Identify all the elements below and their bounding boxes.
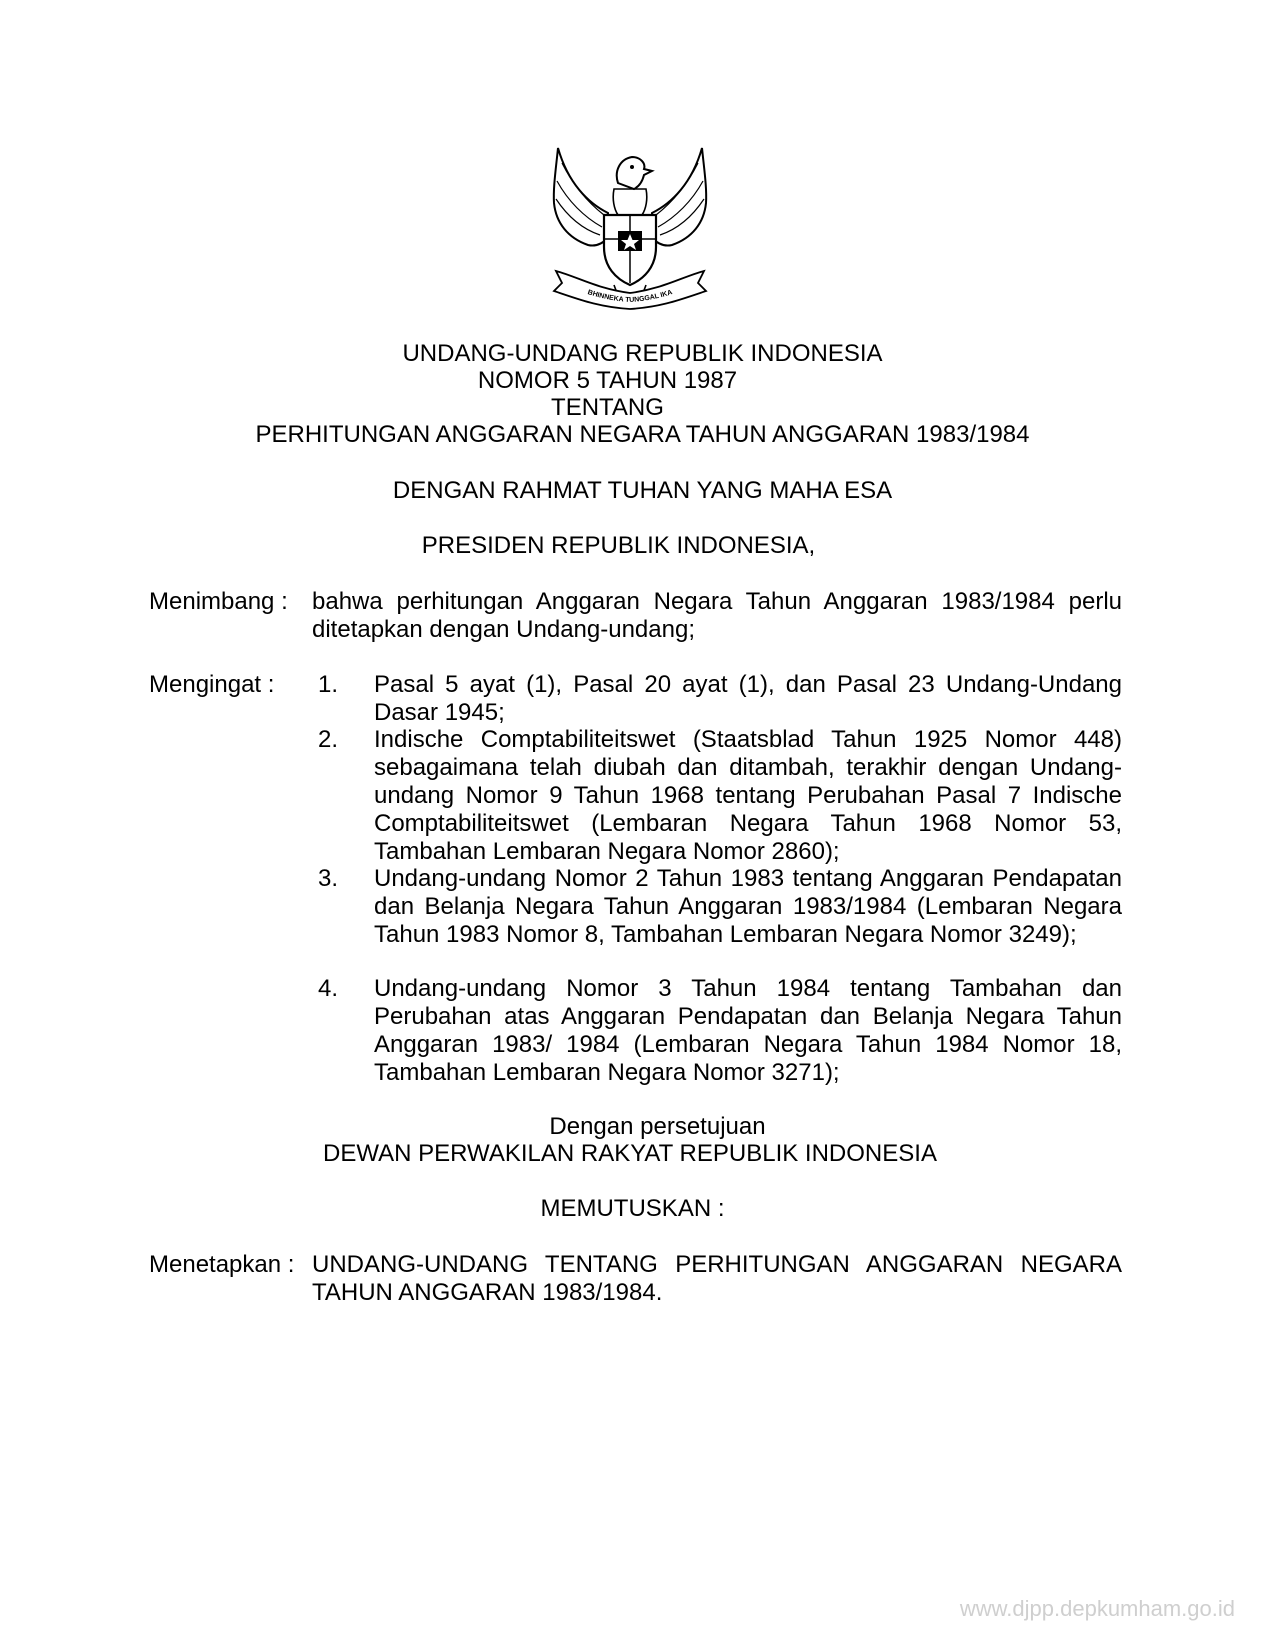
- mengingat-item-number: 4.: [318, 975, 339, 1002]
- emblem-motto: BHINNEKA TUNGGAL IKA: [586, 289, 674, 305]
- presiden-line: PRESIDEN REPUBLIK INDONESIA,: [421, 532, 816, 559]
- mengingat-item-text: Indische Comptabiliteitswet (Staatsblad Tahun 1925 Nomor 448) sebagaimana telah diubah dan ditambah, terakhir dengan Undang-undang Nomor 9 Tahun 1968 tentang Perubahan Pasal 7 Indische Comptabiliteitswet (Lembaran Negara Tahun 1968 Nomor 53, Tambahan Lembaran Negara Nomor 2860);: [374, 726, 1122, 865]
- mengingat-item-number: 3.: [318, 865, 339, 892]
- law-number: NOMOR 5 TAHUN 1987: [477, 367, 738, 394]
- mengingat-item-number: 2.: [318, 726, 339, 753]
- menetapkan-text: UNDANG-UNDANG TENTANG PERHITUNGAN ANGGARAN NEGARA TAHUN ANGGARAN 1983/1984.: [312, 1251, 1122, 1306]
- mengingat-label: Mengingat :: [149, 671, 275, 698]
- mengingat-item-text: Undang-undang Nomor 3 Tahun 1984 tentang Tambahan dan Perubahan atas Anggaran Pendapatan dan Belanja Negara Tahun Anggaran 1983/ 1984 (Lembaran Negara Tahun 1984 Nomor 18, Tambahan Lembaran Negara Nomor 3271);: [374, 975, 1122, 1086]
- mengingat-item-number: 1.: [318, 671, 339, 698]
- law-subject: PERHITUNGAN ANGGARAN NEGARA TAHUN ANGGARAN 1983/1984: [255, 421, 1030, 448]
- source-watermark: www.djpp.depkumham.go.id: [959, 1596, 1235, 1621]
- mengingat-item-text: Undang-undang Nomor 2 Tahun 1983 tentang Anggaran Pendapatan dan Belanja Negara Tahun Anggaran 1983/1984 (Lembaran Negara Tahun 1983 Nomor 8, Tambahan Lembaran Negara Nomor 3249);: [374, 865, 1122, 948]
- persetujuan-line: Dengan persetujuan: [549, 1113, 766, 1140]
- garuda-pancasila-emblem: [548, 143, 712, 319]
- menetapkan-label: Menetapkan :: [149, 1251, 295, 1278]
- dpr-line: DEWAN PERWAKILAN RAKYAT REPUBLIK INDONESIA: [323, 1140, 937, 1167]
- menimbang-label: Menimbang :: [149, 588, 288, 615]
- mengingat-item-text: Pasal 5 ayat (1), Pasal 20 ayat (1), dan Pasal 23 Undang-Undang Dasar 1945;: [374, 671, 1122, 726]
- rahmat-line: DENGAN RAHMAT TUHAN YANG MAHA ESA: [392, 477, 893, 504]
- law-tentang: TENTANG: [551, 394, 664, 421]
- memutuskan-heading: MEMUTUSKAN :: [540, 1195, 725, 1222]
- menimbang-text: bahwa perhitungan Anggaran Negara Tahun Anggaran 1983/1984 perlu ditetapkan dengan Undang-undang;: [312, 588, 1122, 643]
- law-title: UNDANG-UNDANG REPUBLIK INDONESIA: [402, 340, 883, 367]
